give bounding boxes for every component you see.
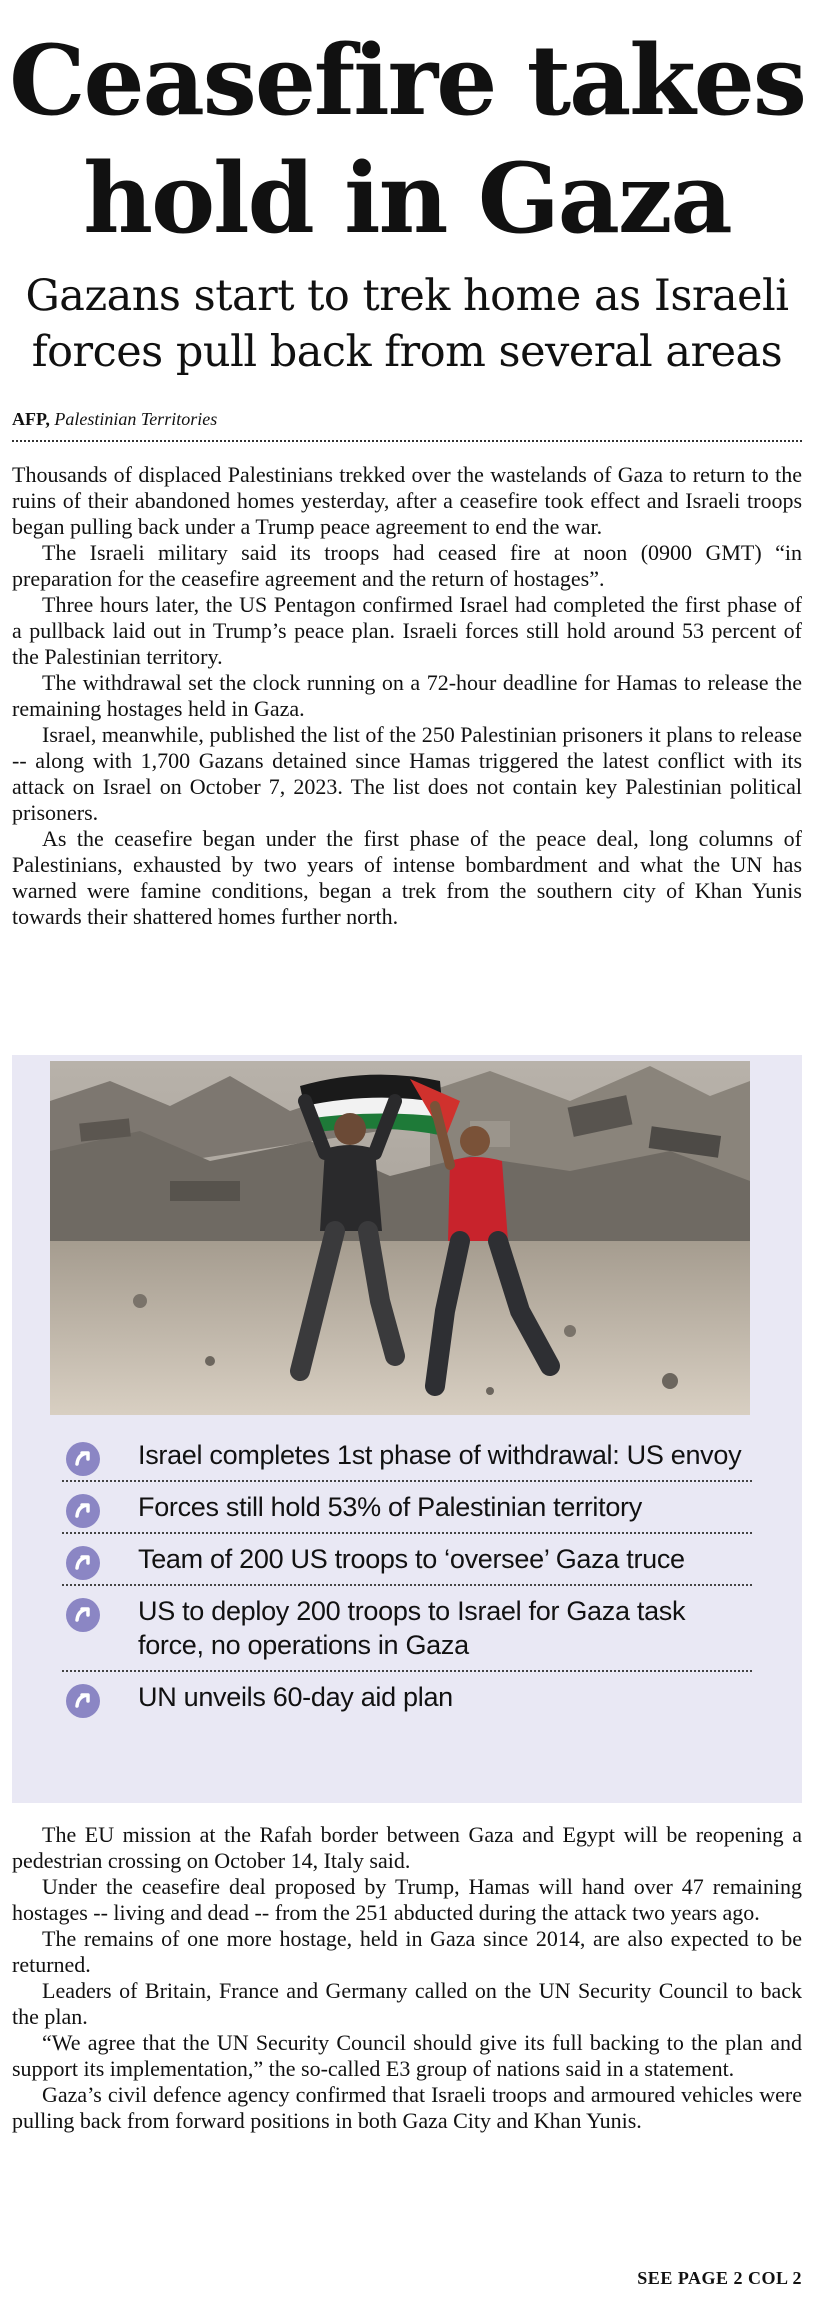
list-item — [62, 1430, 752, 1482]
highlight-text: US to deploy 200 troops to Israel for Gaza task force, no operations in Gaza — [138, 1596, 686, 1660]
highlight-text: UN unveils 60-day aid plan — [138, 1682, 453, 1712]
list-item — [62, 1586, 752, 1672]
arrow-circle-icon — [66, 1684, 100, 1718]
list-item — [62, 1482, 752, 1534]
headline — [0, 22, 814, 258]
paragraph: Leaders of Britain, France and Germany called on the UN Security Council to back the plan. — [12, 1978, 802, 2029]
paragraph: “We agree that the UN Security Council should give its full backing to the plan and support its implementation,” the so-called E3 group of nations said in a statement. — [12, 2030, 802, 2081]
paragraph: Under the ceasefire deal proposed by Trump, Hamas will hand over 47 remaining hostages -- living and dead -- from the 251 abducted during the attack two years ago. — [12, 1874, 802, 1925]
paragraph: The withdrawal set the clock running on a 72-hour deadline for Hamas to release the remaining hostages held in Gaza. — [12, 670, 802, 721]
paragraph: The remains of one more hostage, held in Gaza since 2014, are also expected to be returned. — [12, 1926, 802, 1977]
paragraph: Israel, meanwhile, published the list of the 250 Palestinian prisoners it plans to release -- along with 1,700 Gazans detained since Hamas triggered the latest conflict with its attack on Israel on October 7, 2023. The list does not contain key Palestinian political prisoners. — [12, 722, 802, 825]
highlights-list — [62, 1430, 752, 1722]
byline-location: Palestinian Territories — [54, 409, 218, 429]
paragraph: Three hours later, the US Pentagon confirmed Israel had completed the first phase of a pullback laid out in Trump’s peace plan. Israeli forces still hold around 53 percent of the Palestinian territory. — [12, 592, 802, 669]
continuation-note: SEE PAGE 2 COL 2 — [637, 2268, 802, 2288]
dotted-divider — [12, 440, 802, 442]
paragraph: Gaza’s civil defence agency confirmed that Israeli troops and armoured vehicles were pulling back from forward positions in both Gaza City and Khan Yunis. — [12, 2082, 802, 2133]
arrow-circle-icon — [66, 1442, 100, 1476]
arrow-circle-icon — [66, 1598, 100, 1632]
list-item — [62, 1672, 752, 1722]
paragraph: Thousands of displaced Palestinians trekked over the wastelands of Gaza to return to the ruins of their abandoned homes yesterday, after a ceasefire took effect and Israeli troops began pulling back under a Trump peace agreement to end the war. — [12, 462, 802, 539]
subheadline-line-2: forces pull back from several areas — [31, 327, 783, 377]
subheadline-line-1: Gazans start to trek home as Israeli — [25, 271, 789, 321]
highlight-text: Team of 200 US troops to ‘oversee’ Gaza truce — [138, 1544, 685, 1574]
headline-line-2: hold in Gaza — [83, 142, 731, 255]
paragraph: As the ceasefire began under the first phase of the peace deal, long columns of Palestinians, exhausted by two years of intense bombardment and what the UN has warned were famine conditions, began a trek from the southern city of Khan Yunis towards their shattered homes further north. — [12, 826, 802, 929]
highlight-text: Forces still hold 53% of Palestinian territory — [138, 1492, 642, 1522]
photo-illustration — [50, 1061, 750, 1415]
paragraph: The EU mission at the Rafah border between Gaza and Egypt will be reopening a pedestrian crossing on October 14, Italy said. — [12, 1822, 802, 1873]
article-body-bottom — [12, 1822, 802, 2134]
article-body-top — [12, 462, 802, 930]
paragraph: The Israeli military said its troops had ceased fire at noon (0900 GMT) “in preparation for the ceasefire agreement and the return of hostages”. — [12, 540, 802, 591]
byline — [12, 408, 217, 430]
arrow-circle-icon — [66, 1546, 100, 1580]
highlight-text: Israel completes 1st phase of withdrawal: US envoy — [138, 1440, 742, 1470]
list-item — [62, 1534, 752, 1586]
byline-agency: AFP, — [12, 409, 50, 429]
subheadline — [0, 268, 814, 380]
news-photo — [50, 1061, 750, 1415]
arrow-circle-icon — [66, 1494, 100, 1528]
headline-line-1: Ceasefire takes — [9, 24, 805, 137]
